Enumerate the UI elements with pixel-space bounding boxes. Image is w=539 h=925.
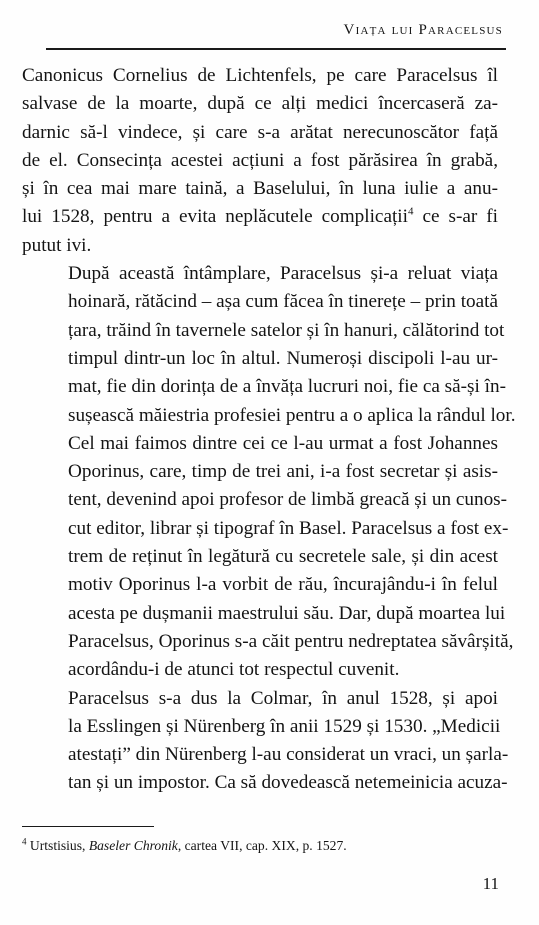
text-line: tent, devenind apoi profesor de limbă greacă și un cunos- xyxy=(68,489,508,511)
text-line: Oporinus, care, timp de trei ani, i-a fost secretar și asis- xyxy=(68,461,498,483)
text-line: tan și un impostor. Ca să dovedească netemeinicia acuza- xyxy=(68,772,508,794)
footnote-author: Urtstisius, xyxy=(29,838,89,853)
paragraph-1 xyxy=(22,62,498,260)
text-line: salvase de la moarte, după ce alți medici încercaseră za- xyxy=(22,93,498,115)
text-line-with-footnote-ref xyxy=(22,203,498,231)
text-line: atestați” din Nürenberg l-au considerat un vraci, un șarla- xyxy=(68,744,509,766)
text-line: acordându-i de atunci tot respectul cuvenit. xyxy=(68,659,400,681)
text-line: trem de reținut în legătură cu secretele sale, și din acest xyxy=(68,546,498,568)
text-line: de el. Consecința acestei acțiuni a fost părăsirea în grabă, xyxy=(22,149,498,171)
footnote xyxy=(22,838,502,854)
text-line: sușească măiestria profesiei pentru a o aplica la rândul lor. xyxy=(68,404,516,426)
page-number: 11 xyxy=(482,874,499,893)
footnote-reference: 4 xyxy=(407,206,414,219)
header-rule xyxy=(46,48,506,50)
text-line: țara, trăind în tavernele satelor și în hanuri, călătorind tot xyxy=(68,319,505,341)
text-line: Paracelsus, Oporinus s-a căit pentru nedreptatea săvârșită, xyxy=(68,630,514,652)
text-line: hoinară, rătăcind – așa cum făcea în tinerețe – prin toată xyxy=(68,291,498,313)
text-line-part: lui 1528, pentru a evita neplăcutele complicații xyxy=(22,206,408,228)
text-line: Canonicus Cornelius de Lichtenfels, pe care Paracelsus îl xyxy=(22,65,498,86)
footnote-marker: 4 xyxy=(22,836,27,847)
text-line: cut editor, librar și tipograf în Basel. Paracelsus a fost ex- xyxy=(68,517,509,539)
paragraph-2 xyxy=(22,260,516,684)
text-line: motiv Oporinus l-a vorbit de rău, încurajându-i în felul xyxy=(68,574,498,596)
text-line: acesta pe dușmanii maestrului său. Dar, după moartea lui xyxy=(68,602,506,624)
footnote-rule xyxy=(22,826,154,827)
running-title: Viața lui Paracelsus xyxy=(343,22,503,38)
text-line-part: ce s-ar fi xyxy=(413,206,498,228)
footnote-details: , cartea VII, cap. XIX, p. 1527. xyxy=(177,838,347,853)
text-line: și în cea mai mare taină, a Baselului, în luna iulie a anu- xyxy=(22,178,498,200)
body-text xyxy=(22,62,516,798)
text-line: putut ivi. xyxy=(22,234,92,256)
text-line: După această întâmplare, Paracelsus și-a reluat viața xyxy=(68,263,498,285)
text-line: Cel mai faimos dintre cei ce l-au urmat a fost Johannes xyxy=(68,432,498,454)
paragraph-3 xyxy=(22,685,509,798)
footnote-work-title: Baseler Chronik xyxy=(88,838,178,853)
text-line: timpul dintr-un loc în altul. Numeroși discipoli l-au ur- xyxy=(68,347,498,369)
text-line: darnic să-l vindece, și care s-a arătat nerecunoscător față xyxy=(22,121,498,143)
text-line: mat, fie din dorința de a învăța lucruri noi, fie ca să-și în- xyxy=(68,376,506,398)
text-line: Paracelsus s-a dus la Colmar, în anul 1528, și apoi xyxy=(68,687,498,709)
text-line: la Esslingen și Nürenberg în anii 1529 și 1530. „Medicii xyxy=(68,715,501,737)
